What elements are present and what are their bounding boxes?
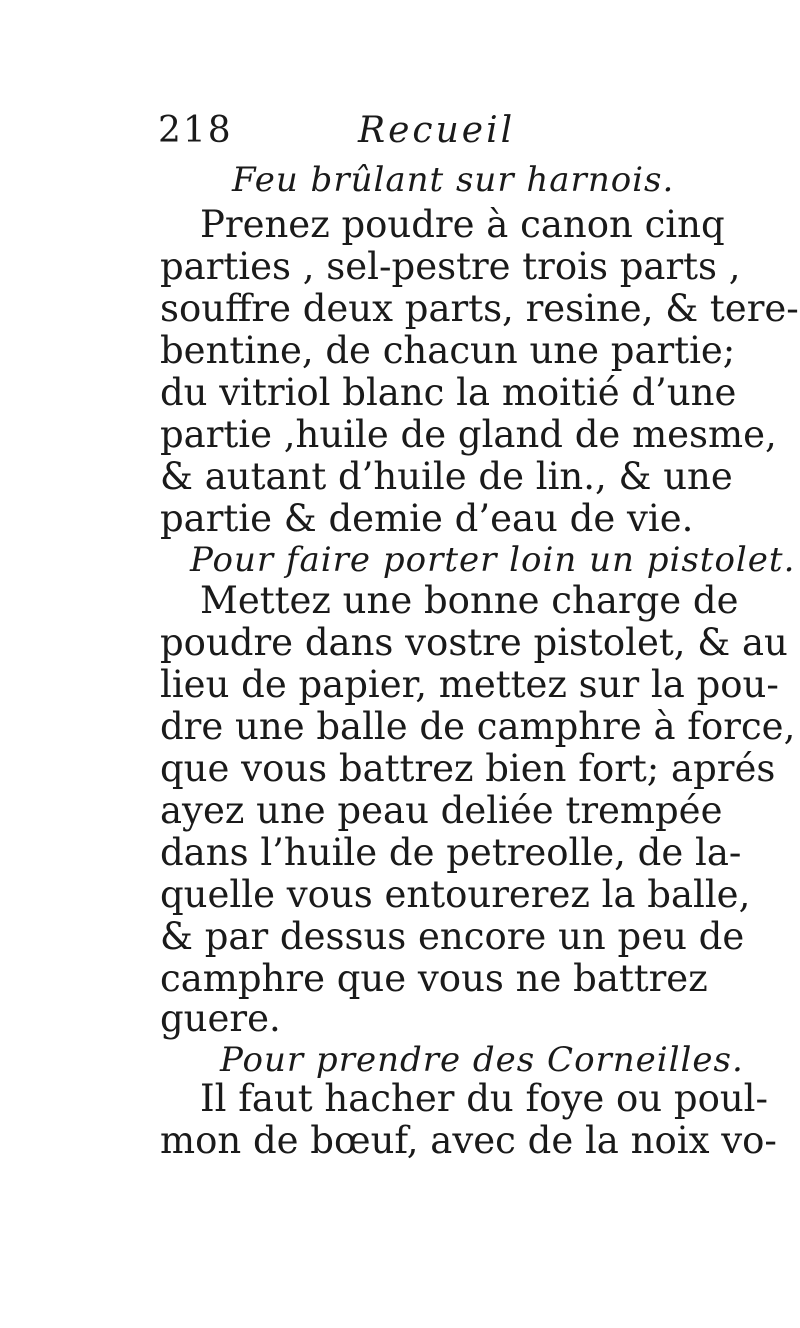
text-line: Prenez poudre à canon cinq [200, 203, 725, 246]
text-line: que vous battrez bien fort; aprés [160, 747, 776, 790]
text-line: guere. [160, 997, 281, 1040]
section-heading-corneilles: Pour prendre des Corneilles. [220, 1040, 744, 1080]
text-line: Mettez une bonne charge de [200, 579, 739, 622]
text-line: partie ,huile de gland de mesme, [160, 413, 777, 456]
text-line: mon de bœuf, avec de la noix vo- [160, 1119, 777, 1162]
text-line: camphre que vous ne battrez [160, 957, 708, 1000]
section-heading-pistolet: Pour faire porter loin un pistolet. [190, 540, 796, 580]
page-number: 218 [158, 110, 233, 151]
text-line: & par dessus encore un peu de [160, 915, 745, 958]
text-line: souffre deux parts, resine, & tere- [160, 287, 799, 330]
text-line: poudre dans vostre pistolet, & au [160, 621, 788, 664]
text-line: & autant d’huile de lin., & une [160, 455, 733, 498]
running-head [158, 110, 678, 160]
text-line: lieu de papier, mettez sur la pou- [160, 663, 779, 706]
text-line: du vitriol blanc la moitié d’une [160, 371, 737, 414]
text-line: bentine, de chacun une partie; [160, 329, 736, 372]
text-line: quelle vous entourerez la balle, [160, 873, 751, 916]
text-line: Il faut hacher du foye ou poul- [200, 1077, 769, 1120]
text-line: parties , sel-pestre trois parts , [160, 245, 741, 288]
text-line: dre une balle de camphre à force, [160, 705, 796, 748]
text-line: partie & demie d’eau de vie. [160, 497, 694, 540]
text-line: ayez une peau deliée trempée [160, 789, 723, 832]
section-heading-feu-brulant: Feu brûlant sur harnois. [232, 160, 675, 200]
text-line: dans l’huile de petreolle, de la- [160, 831, 742, 874]
running-title: Recueil [358, 110, 516, 151]
